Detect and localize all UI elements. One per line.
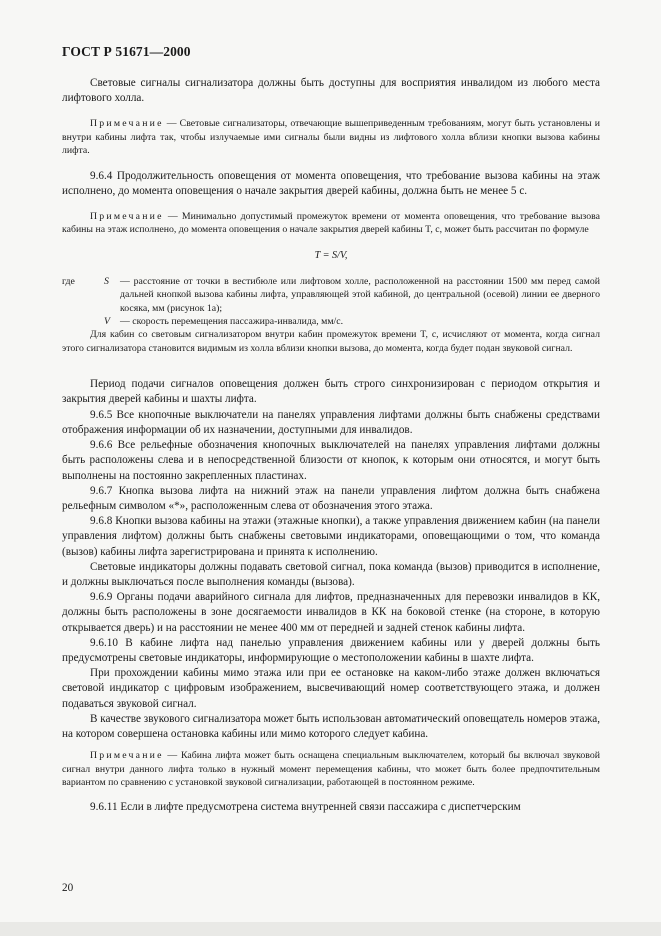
definition-row — [62, 315, 600, 328]
definition-symbol: S — [104, 275, 109, 287]
note-text: Для кабин со световым сигнализатором внутри кабин промежуток времени T, с, исчисляют от момента, когда сигнал этого сигнализатора становится видимым из холла вблизи кнопки вызова, до момента, когда будет подан звуковой сигнал. — [62, 329, 600, 354]
paragraph: 9.6.8 Кнопки вызова кабины на этажи (этажные кнопки), а также управления движением кабин (на панели управления лифтом) должны быть снабжены световыми индикаторами, оповещающими о том, что команда (вызов) кабины лифта зарегистрирована и принята к исполнению. — [62, 515, 600, 558]
definition-row — [62, 275, 600, 315]
paragraph: 9.6.6 Все рельефные обозначения кнопочных выключателей на панелях управления лифтами должны быть расположены слева и в непосредственной близости от кнопок, к которым они относятся, и могут быть выполнены на постоянно закрепленных пластинах. — [62, 439, 600, 482]
note-label: Примечание — [90, 211, 164, 223]
note-paragraph — [62, 117, 600, 157]
paragraph: 9.6.11 Если в лифте предусмотрена система внутренней связи пассажира с диспетчерским — [90, 801, 521, 814]
page-edge — [0, 922, 661, 936]
paragraph: 9.6.9 Органы подачи аварийного сигнала для лифтов, предназначенных для перевозки инвалидов в КК, должны быть расположены в зоне досягаемости инвалидов в КК на боковой стенке (на стороне, в которую открывается дверь) и на расстоянии не менее 400 мм от передней и задней стенок кабины лифта. — [62, 591, 600, 634]
note-paragraph — [62, 749, 600, 789]
paragraph: 9.6.10 В кабине лифта над панелью управления движением кабины или у дверей должны быть предусмотрены световые индикаторы, информирующие о местоположении кабины в шахте лифта. — [62, 636, 600, 664]
paragraph: 9.6.7 Кнопка вызова лифта на нижний этаж на панели управления лифтом должна быть снабжена рельефным символом «*», расположенным слева от обозначения этого этажа. — [62, 484, 600, 512]
spacer — [62, 158, 600, 169]
paragraph: Световые сигналы сигнализатора должны быть доступны для восприятия инвалидом из любого места лифтового холла. — [62, 77, 600, 105]
note-label: Примечание — [90, 750, 164, 762]
spacer — [62, 355, 600, 377]
document-header: ГОСТ Р 51671—2000 — [62, 44, 191, 59]
note-text: — Минимально допустимый промежуток времени от момента оповещения, что требование вызова кабины на этаж исполнено, до момента оповещения о начале закрытия дверей кабины T, с, может быть рассчитан по формуле — [62, 211, 600, 236]
document-body — [62, 76, 600, 816]
definition-lead — [62, 315, 104, 328]
definition-lead: где — [62, 275, 75, 287]
definition-text: — скорость перемещения пассажира-инвалида, мм/с. — [120, 316, 344, 328]
note-label: Примечание — [90, 118, 164, 130]
paragraph: При прохождении кабины мимо этажа или при ее остановке на каком-либо этаже должен включаться световой индикатор с цифровым изображением, высвечивающий номер соответствующего этажа, и должен подаваться звуковой сигнал. — [62, 667, 600, 710]
note-paragraph — [62, 210, 600, 237]
paragraph: 9.6.5 Все кнопочные выключатели на панелях управления лифтами должны быть снабжены средствами отображения информации об их назначении, доступными для инвалидов. — [62, 408, 600, 436]
note-paragraph — [62, 328, 600, 355]
formula: T = S/V, — [314, 249, 348, 261]
spacer — [62, 742, 600, 749]
paragraph: Период подачи сигналов оповещения должен быть строго синхронизирован с периодом открытия и закрытия дверей кабины и шахты лифта. — [62, 378, 600, 406]
spacer — [62, 199, 600, 210]
note-text: — Световые сигнализаторы, отвечающие вышеприведенным требованиям, могут быть установлены и внутри кабины лифта так, чтобы излучаемые ими сигналы были видны из лифтового холла вблизи кнопки вызова кабины лифта. — [62, 118, 600, 157]
paragraph: Световые индикаторы должны подавать световой сигнал, пока команда (вызов) приводится в исполнение, и должны выключаться после выполнения команды (вызова). — [62, 560, 600, 588]
spacer — [62, 106, 600, 117]
note-text: — Кабина лифта может быть оснащена специальным выключателем, который бы включал звуковой сигнал внутри данного лифта только в нужный момент перемещения кабины, что может быть более предпочтительным вариантом по сравнению с установкой звуковой сигнализации, работающей в постоянном режиме. — [62, 750, 600, 788]
definition-text: — расстояние от точки в вестибюле или лифтовом холле, расположенной на расстоянии 1500 мм перед самой дальней кнопкой вызова кабины лифта, управляющей этой кабиной, до центральной (осевой) линии ее дверного косяка, мм (рисунок 1а); — [120, 275, 600, 314]
definition-symbol: V — [104, 316, 110, 328]
page-number: 20 — [62, 882, 74, 894]
paragraph: В качестве звукового сигнализатора может быть использован автоматический оповещатель номеров этажа, на котором совершена остановка кабины или мимо которого следует кабина. — [62, 712, 600, 740]
paragraph: 9.6.4 Продолжительность оповещения от момента оповещения, что требование вызова кабины на этаж исполнено, до момента оповещения о начале закрытия дверей кабины, должна быть не менее 5 с. — [62, 169, 600, 197]
spacer — [62, 789, 600, 800]
